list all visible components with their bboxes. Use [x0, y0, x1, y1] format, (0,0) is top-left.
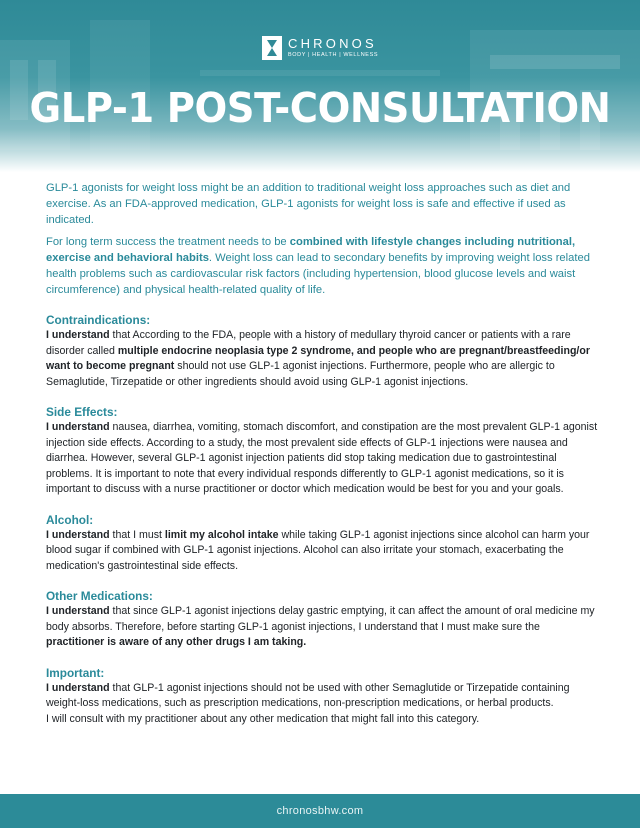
intro-paragraph-2: For long term success the treatment needs to be combined with lifestyle changes including nutritional, exercise and behavioral habits. Weight loss can lead to secondary benefits by improving weight loss related health problems such as cardiovascular risk factors (including hypertension, blood glucose levels and waist circumference) and physical health-related quality of life. [46, 236, 590, 296]
section-text: I understand that since GLP-1 agonist injections delay gastric emptying, it can affect the amount of oral medicine my body absorbs. Therefore, before starting GLP-1 agonist injections, I understand that I must make sure the practitioner is aware of any other drugs I am taking. [46, 605, 595, 648]
footer-bar [0, 794, 640, 828]
brand-logo [262, 34, 378, 62]
section-text: I understand that GLP-1 agonist injections should not be used with other Semaglutide or Tirzepatide containing weight-loss medications, such as prescription medications, non-prescription medications, or herbal products. [46, 681, 570, 709]
document-body [46, 180, 598, 727]
section-title: Other Medications: [46, 589, 153, 603]
section-text: I understand that I must limit my alcohol intake while taking GLP-1 agonist injections since alcohol can harm your blood sugar if combined with GLP-1 agonist injections. Alcohol can also irritate your stomach, exacerbating the medication's gastrointestinal side effects. [46, 528, 590, 572]
section-title: Important: [46, 665, 105, 680]
section-title: Side Effects: [46, 405, 118, 419]
section-text-2: I will consult with my practitioner about any other medication that might fall into this category. [46, 712, 480, 725]
section-important [46, 665, 598, 728]
header-banner [0, 0, 640, 172]
brand-tagline: BODY | HEALTH | WELLNESS [288, 52, 379, 59]
intro-paragraph-1: GLP-1 agonists for weight loss might be an addition to traditional weight loss approaches such as diet and exercise. As an FDA-approved medication, GLP-1 agonists for weight loss is safe and effective if used as indicated. [46, 182, 571, 226]
section-text: I understand that According to the FDA, people with a history of medullary thyroid cancer or patients with a rare disorder called multiple endocrine neoplasia type 2 syndrome, and people who are pregnant/breastfeeding/or want to become pregnant should not use GLP-1 agonist injections. Furthermore, people who are allergic to Semaglutide, Tirzepatide or other ingredients should avoid using GLP-1 agonist injections. [46, 329, 590, 388]
website-link[interactable]: chronosbhw.com [276, 805, 364, 817]
section-side-effects [46, 404, 598, 498]
section-title: Contraindications: [46, 313, 151, 327]
section-alcohol [46, 512, 598, 575]
brand-name: CHRONOS [288, 36, 377, 52]
page-title: GLP-1 POST-CONSULTATION [29, 84, 611, 132]
hourglass-icon [262, 36, 282, 60]
section-contraindications [46, 312, 598, 390]
section-title: Alcohol: [46, 512, 94, 527]
section-other-medications [46, 588, 598, 651]
section-text: I understand nausea, diarrhea, vomiting, stomach discomfort, and constipation are the most prevalent GLP-1 agonist injection side effects. According to a study, the most prevalent side effects of GLP-1 injections were nausea and diarrhea. However, several GLP-1 agonist injection patients did stop taking medication due to gastrointestinal problems. It is important to note that every individual responds differently to GLP-1 agonist medications, so it is important to discuss with a nurse practitioner or doctor which medication would be best for you and your goals. [46, 421, 598, 495]
